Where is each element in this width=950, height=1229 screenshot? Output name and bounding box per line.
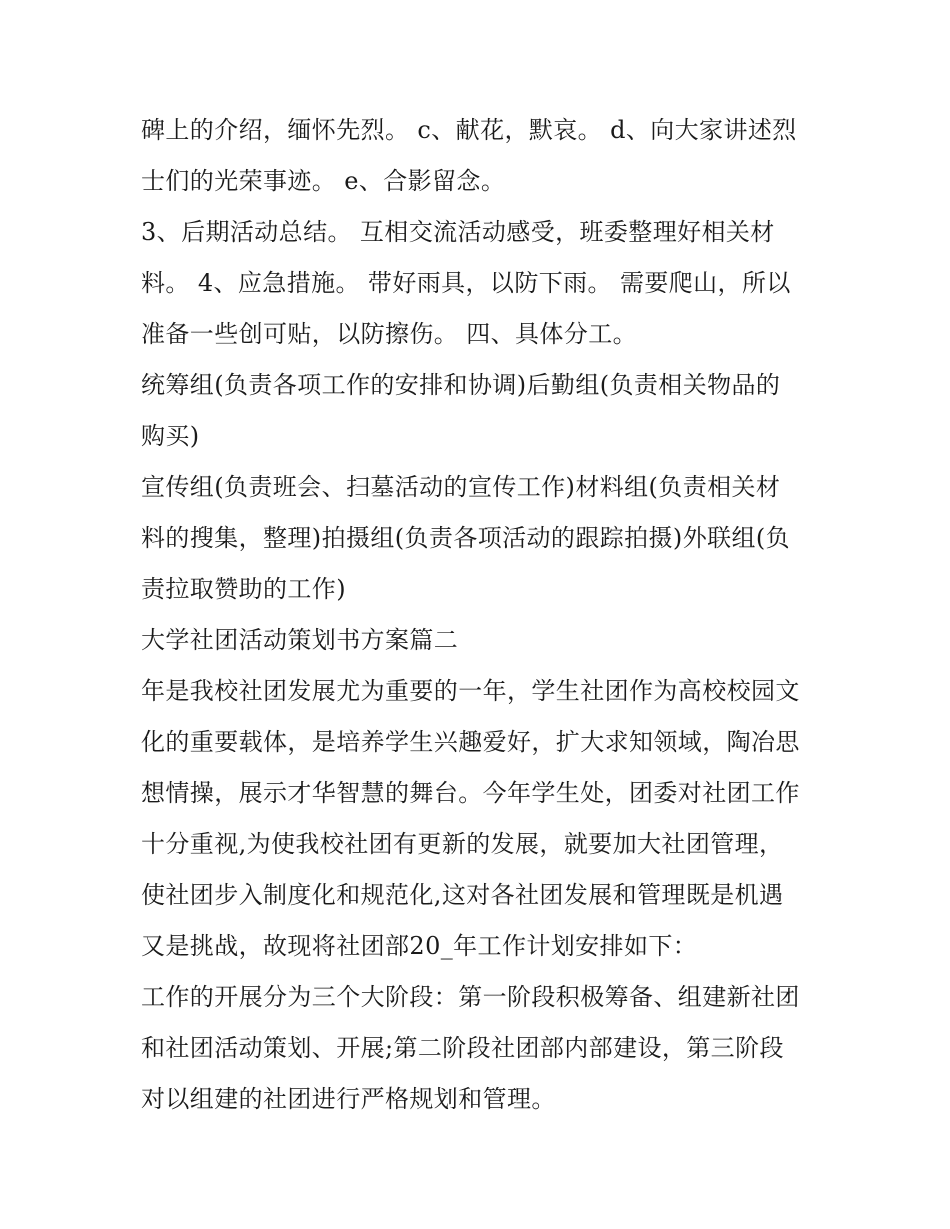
text-line: 宣传组(负责班会、扫墓活动的宣传工作)材料组(负责相关材 xyxy=(141,473,781,501)
text-line: 3、后期活动总结。 互相交流活动感受，班委整理好相关材 xyxy=(141,218,775,246)
text-line: 士们的光荣事迹。 e、合影留念。 xyxy=(141,167,506,195)
text-line: 工作的开展分为三个大阶段：第一阶段积极筹备、组建新社团 xyxy=(141,983,800,1011)
text-line: 和社团活动策划、开展;第二阶段社团部内部建设，第三阶段 xyxy=(141,1034,784,1062)
text-line: 使社团步入制度化和规范化,这对各社团发展和管理既是机遇 xyxy=(141,881,784,909)
text-line: 又是挑战，故现将社团部20_年工作计划安排如下： xyxy=(141,932,698,960)
text-line: 料。 4、应急措施。 带好雨具，以防下雨。 需要爬山，所以 xyxy=(141,269,791,297)
text-line: 料的搜集，整理)拍摄组(负责各项活动的跟踪拍摄)外联组(负 xyxy=(141,524,791,552)
text-line: 购买) xyxy=(141,422,200,450)
text-line: 准备一些创可贴，以防擦伤。 四、具体分工。 xyxy=(141,320,638,348)
text-line: 想情操，展示才华智慧的舞台。今年学生处，团委对社团工作 xyxy=(141,779,800,807)
text-line: 责拉取赞助的工作) xyxy=(141,575,346,603)
document-body xyxy=(141,105,821,1125)
section-heading: 大学社团活动策划书方案篇二 xyxy=(141,626,459,654)
text-line: 十分重视,为使我校社团有更新的发展，就要加大社团管理， xyxy=(141,830,784,858)
text-line: 碑上的介绍，缅怀先烈。 c、献花，默哀。 d、向大家讲述烈 xyxy=(141,116,797,144)
text-line: 对以组建的社团进行严格规划和管理。 xyxy=(141,1085,556,1113)
text-line: 年是我校社团发展尤为重要的一年，学生社团作为高校校园文 xyxy=(141,677,800,705)
text-line: 统筹组(负责各项工作的安排和协调)后勤组(负责相关物品的 xyxy=(141,371,781,399)
text-line: 化的重要载体，是培养学生兴趣爱好，扩大求知领域，陶冶思 xyxy=(141,728,800,756)
